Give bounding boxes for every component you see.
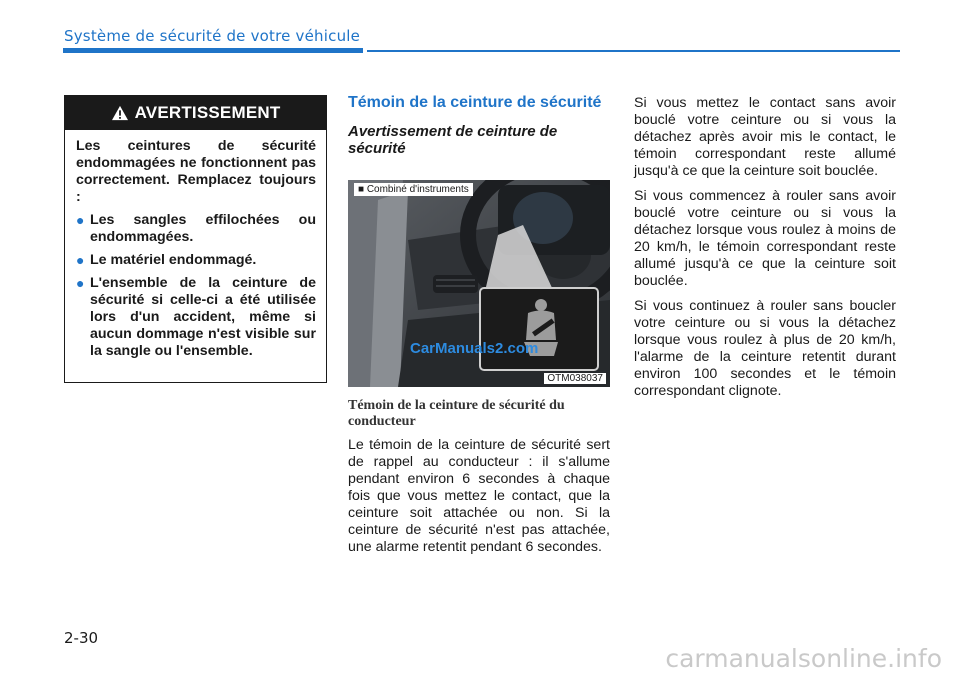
warning-item [76,275,316,360]
paragraph: Si vous continuez à rouler sans boucler votre ceinture ou si vous la détachez lorsque vous roulez à plus de 20 km/h, l'alarme de la ceinture retentit durant environ 100 secondes et le témoin correspondant clignote. [634,298,896,399]
warning-item [76,212,316,246]
section-heading-group [348,94,610,157]
warning-item-text: L'ensemble de la ceinture de sécurité si celle-ci a été utilisée lors d'un accident, même si aucun dommage n'est visible sur la sangle ou l'ensemble. [90,275,316,359]
bullet-icon: ● [76,212,85,228]
paragraph: Si vous commencez à rouler sans avoir bouclé votre ceinture ou si vous la détachez lorsque vous roulez à moins de 20 km/h, le témoin correspondant reste allumé jusqu'à ce que la ceinture soit bouclée. [634,188,896,289]
section-title: Témoin de la ceinture de sécurité [348,94,602,111]
chapter-title: Système de sécurité de votre véhicule [64,27,361,45]
warning-item-text: Les sangles effilochées ou endommagées. [90,212,316,245]
figure-code: OTM038037 [544,373,606,384]
warning-box [64,95,327,383]
figure-label: ■ Combiné d'instruments [354,183,473,196]
instrument-cluster-figure [348,180,610,387]
page-number: 2-30 [64,629,99,647]
footer-brand: carmanualsonline.info [665,644,942,673]
paragraph: Le témoin de la ceinture de sécurité sert de rappel au conducteur : il s'allume pendant environ 6 secondes à chaque fois que vous mettez le contact, que la ceinture soit attachée ou non. Si la ceinture de sécurité n'est pas attachée, une alarme retentit pendant 6 secondes. [348,437,610,555]
warning-body [65,130,326,360]
paragraph: Si vous mettez le contact sans avoir bouclé votre ceinture ou si vous la détachez après avoir mis le contact, le témoin correspondant reste allumé jusqu'à ce que la ceinture soit bouclée. [634,95,896,179]
warning-header [65,96,326,130]
column-3-text [634,95,896,408]
warning-list [76,212,316,360]
bullet-icon: ● [76,252,85,268]
subsection-title: Avertissement de ceinture de sécurité [348,123,558,157]
bullet-icon: ● [76,275,85,291]
warning-triangle-icon [111,105,129,121]
warning-item-text: Le matériel endommagé. [90,252,257,268]
header-rule-thin [367,50,900,52]
header-rule-thick [63,48,363,53]
warning-intro: Les ceintures de sécurité endommagées ne fonctionnent pas correctement. Remplacez toujours : [76,138,316,205]
warning-item [76,252,316,269]
warning-title: AVERTISSEMENT [134,103,281,122]
watermark: CarManuals2.com [410,340,539,357]
figure-caption: Témoin de la ceinture de sécurité du conducteur [348,398,565,429]
column-2-text [348,437,610,564]
